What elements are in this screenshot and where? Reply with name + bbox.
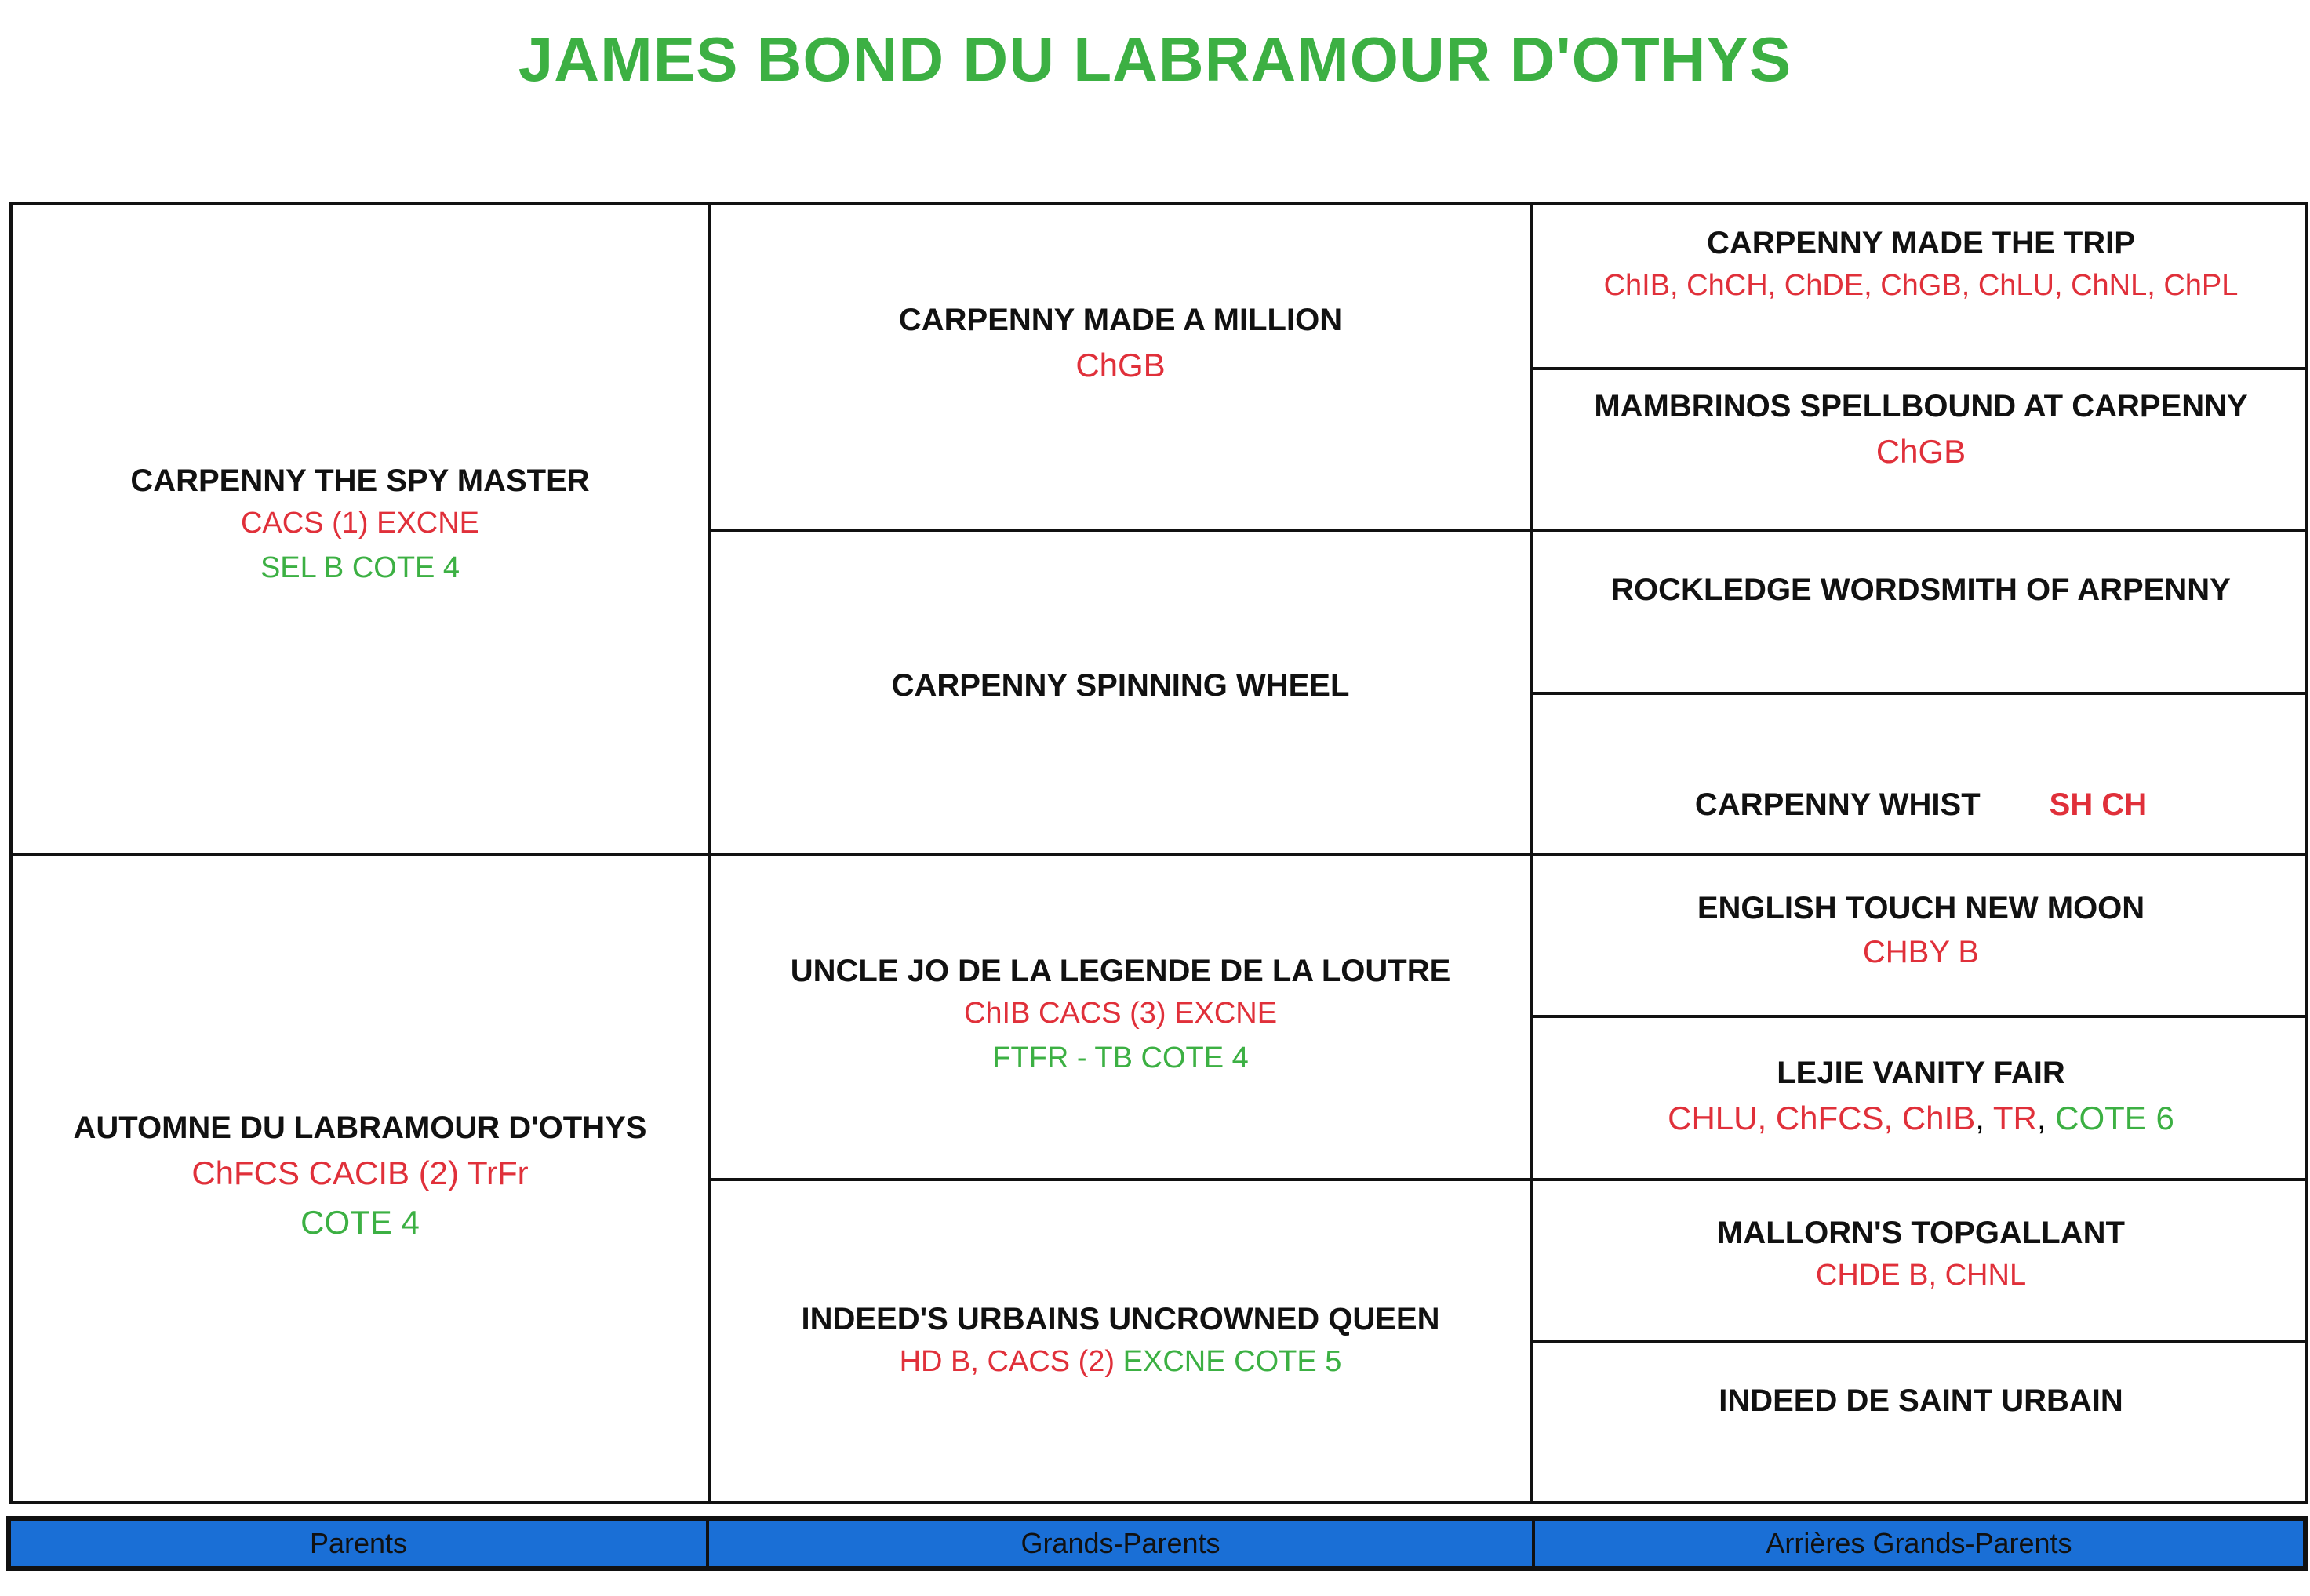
parent-dam bbox=[13, 856, 708, 1504]
dog-rating: COTE 4 bbox=[300, 1204, 420, 1241]
dog-name: UNCLE JO DE LA LEGENDE DE LA LOUTRE bbox=[790, 954, 1451, 988]
dog-titles: CHBY B bbox=[1862, 935, 1980, 969]
dog-titles-red: TR bbox=[1992, 1100, 2037, 1136]
great-grandparent-1 bbox=[1533, 205, 2308, 367]
dog-titles bbox=[1668, 1093, 2174, 1143]
dog-titles: ChGB bbox=[1075, 347, 1166, 384]
great-grandparent-6 bbox=[1533, 1018, 2308, 1178]
dog-titles: CACS (1) EXCNE bbox=[240, 507, 480, 540]
dog-name: CARPENNY WHIST bbox=[1694, 787, 1981, 822]
dog-rating: COTE 6 bbox=[2055, 1100, 2174, 1136]
generation-footer bbox=[6, 1516, 2308, 1571]
dog-name: ENGLISH TOUCH NEW MOON bbox=[1697, 891, 2145, 925]
great-grandparent-2 bbox=[1533, 370, 2308, 529]
dog-titles: ChIB, ChCH, ChDE, ChGB, ChLU, ChNL, ChPL bbox=[1603, 269, 2239, 302]
grandparent-3 bbox=[711, 856, 1530, 1178]
footer-label-parents: Parents bbox=[309, 1527, 408, 1559]
footer-label-grandparents: Grands-Parents bbox=[1020, 1527, 1220, 1559]
dog-name: CARPENNY MADE THE TRIP bbox=[1707, 226, 2135, 260]
dog-titles-red: HD B, CACS (2) bbox=[899, 1345, 1123, 1378]
dog-name: INDEED'S URBAINS UNCROWNED QUEEN bbox=[801, 1302, 1440, 1336]
great-grandparent-5 bbox=[1533, 856, 2308, 1015]
dog-titles: CHDE B, CHNL bbox=[1815, 1259, 2027, 1292]
page-title: JAMES BOND DU LABRAMOUR D'OTHYS bbox=[518, 24, 1792, 94]
dog-name: MALLORN'S TOPGALLANT bbox=[1717, 1216, 2125, 1250]
dog-name: INDEED DE SAINT URBAIN bbox=[1719, 1383, 2123, 1418]
dog-rating: SEL B COTE 4 bbox=[260, 551, 460, 584]
dog-name: MAMBRINOS SPELLBOUND AT CARPENNY bbox=[1594, 389, 2248, 424]
dog-titles: ChIB CACS (3) EXCNE bbox=[963, 997, 1278, 1030]
separator: , bbox=[2036, 1100, 2056, 1136]
dog-name: LEJIE VANITY FAIR bbox=[1777, 1056, 2065, 1090]
great-grandparent-3 bbox=[1533, 532, 2308, 692]
dog-name: CARPENNY SPINNING WHEEL bbox=[891, 668, 1350, 703]
footer-label-great-grandparents: Arrières Grands-Parents bbox=[1766, 1527, 2072, 1559]
dog-rating: FTFR - TB COTE 4 bbox=[992, 1042, 1249, 1074]
dog-titles: ChGB bbox=[1875, 433, 1966, 470]
parent-sire bbox=[13, 205, 708, 853]
dog-titles: ChFCS CACIB (2) TrFr bbox=[191, 1154, 529, 1191]
great-grandparent-8 bbox=[1533, 1343, 2308, 1504]
dog-name: ROCKLEDGE WORDSMITH OF ARPENNY bbox=[1611, 573, 2231, 607]
dog-titles-red: CHLU, ChFCS, ChIB bbox=[1668, 1100, 1976, 1136]
dog-name: CARPENNY THE SPY MASTER bbox=[130, 464, 590, 498]
grandparent-4 bbox=[711, 1181, 1530, 1504]
great-grandparent-7 bbox=[1533, 1181, 2308, 1340]
grandparent-1 bbox=[711, 205, 1530, 529]
great-grandparent-4 bbox=[1533, 695, 2308, 853]
dog-name: AUTOMNE DU LABRAMOUR D'OTHYS bbox=[73, 1111, 647, 1145]
dog-titles: SH CH bbox=[2049, 787, 2148, 822]
dog-name: CARPENNY MADE A MILLION bbox=[898, 303, 1343, 337]
separator: , bbox=[1975, 1100, 1993, 1136]
pedigree-table bbox=[9, 202, 2308, 1504]
dog-titles bbox=[900, 1340, 1342, 1384]
dog-rating: EXCNE COTE 5 bbox=[1122, 1345, 1342, 1378]
grandparent-2 bbox=[711, 532, 1530, 853]
